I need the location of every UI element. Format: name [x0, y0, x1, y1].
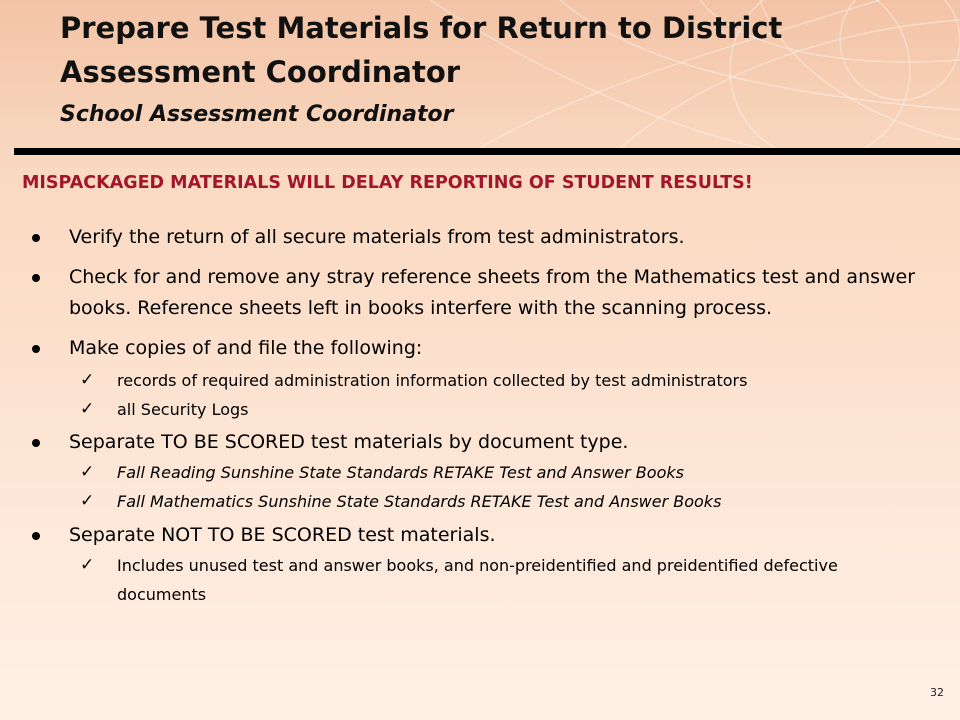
slide-header — [0, 0, 960, 148]
list-item-text: Separate TO BE SCORED test materials by document type. — [69, 431, 629, 453]
checkmark-icon: ✓ — [80, 491, 95, 511]
bullet-dot-icon — [32, 234, 40, 242]
page-number: 32 — [930, 686, 944, 699]
list-item — [0, 427, 924, 458]
sub-list-item — [0, 487, 917, 516]
page-subtitle: School Assessment Coordinator — [60, 102, 454, 127]
sub-list-item — [0, 458, 917, 487]
list-item — [0, 520, 924, 551]
list-item-text: Separate NOT TO BE SCORED test materials. — [69, 524, 496, 546]
bullet-list — [0, 222, 960, 609]
sub-list-item — [0, 551, 917, 609]
divider-bar — [14, 148, 960, 155]
sub-list-item — [0, 366, 917, 395]
sub-list-item-text: records of required administration information collected by test administrators — [117, 371, 748, 390]
checkmark-icon: ✓ — [80, 399, 95, 419]
page-title: Prepare Test Materials for Return to District Assessment Coordinator — [60, 11, 783, 89]
checkmark-icon: ✓ — [80, 555, 95, 575]
sub-list-item-text: all Security Logs — [117, 400, 249, 419]
list-item-text: Verify the return of all secure materials from test administrators. — [69, 226, 685, 248]
list-item — [0, 333, 924, 364]
list-item — [0, 262, 924, 324]
bullet-dot-icon — [32, 532, 40, 540]
bullet-dot-icon — [32, 439, 40, 447]
checkmark-icon: ✓ — [80, 370, 95, 390]
sub-list-item-text: Fall Mathematics Sunshine State Standards RETAKE Test and Answer Books — [117, 492, 722, 511]
bullet-dot-icon — [32, 345, 40, 353]
list-item — [0, 222, 924, 253]
sub-list-item — [0, 395, 917, 424]
checkmark-icon: ✓ — [80, 462, 95, 482]
list-item-text: Make copies of and file the following: — [69, 337, 423, 359]
sub-list-item-text: Fall Reading Sunshine State Standards RETAKE Test and Answer Books — [117, 463, 684, 482]
warning-banner: MISPACKAGED MATERIALS WILL DELAY REPORTING OF STUDENT RESULTS! — [22, 173, 753, 193]
list-item-text: Check for and remove any stray reference sheets from the Mathematics test and answer books. Reference sheets left in books interfere with the scanning process. — [69, 266, 916, 319]
bullet-dot-icon — [32, 274, 40, 282]
sub-list-item-text: Includes unused test and answer books, and non-preidentified and preidentified defective documents — [117, 556, 838, 604]
